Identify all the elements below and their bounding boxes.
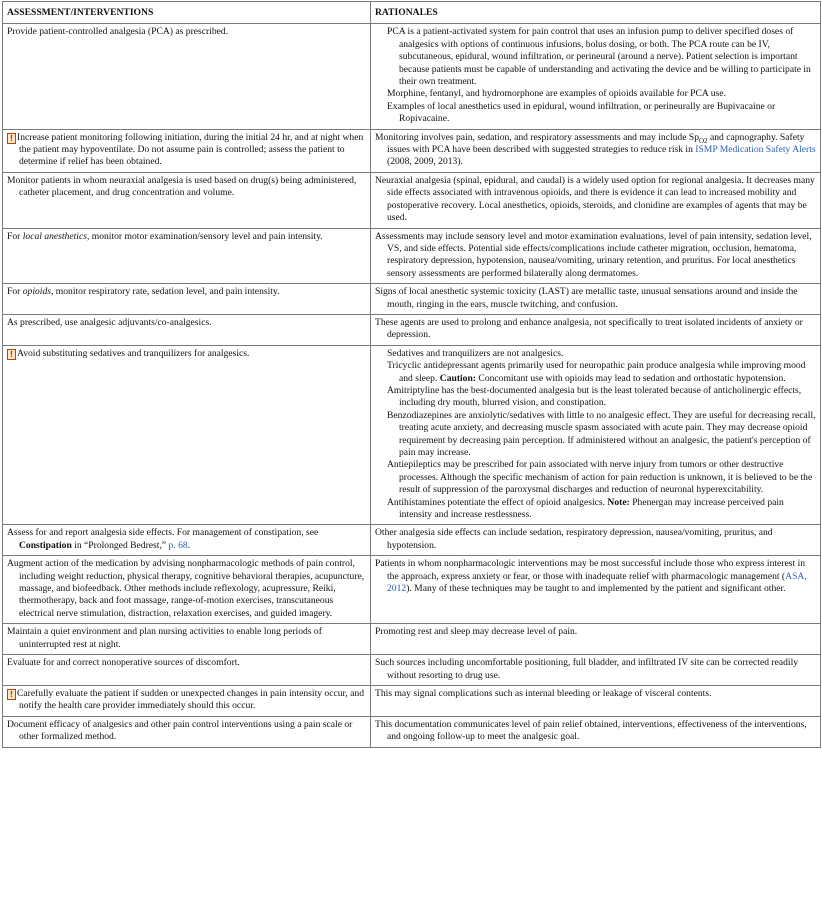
rationale-text: Tricyclic antidepressant agents primarily used for neuropathic pain produce analgesia while improving mood and sleep. — [387, 360, 806, 384]
table-row — [3, 24, 821, 129]
table-row — [3, 624, 821, 655]
alert-icon: ! — [7, 689, 16, 700]
intervention-cell — [3, 345, 371, 525]
intervention-cell — [3, 556, 371, 624]
intervention-text: Provide patient-controlled analgesia (PCA) as prescribed. — [7, 26, 229, 38]
table-row — [3, 314, 821, 345]
intervention-text: . — [187, 539, 191, 551]
intervention-text: Carefully evaluate the patient if sudden or unexpected changes in pain intensity occur, and notify the health care provider immediately should this occur. — [17, 687, 365, 712]
rationale-cell — [371, 129, 821, 172]
table-row — [3, 716, 821, 747]
intervention-text: Augment action of the medication by advising nonpharmacologic methods of pain control, including weight reduction, physical therapy, cognitive behavioral therapies, acupuncture, massage, and biofeedback. Other methods include reflexology, acupressure, Reiki, thermotherapy, back and foot massage, range-of-motion exercises, transcutaneous electrical nerve stimulation, distraction, relaxation exercises, and guided imagery. — [7, 558, 365, 619]
intervention-cell — [3, 685, 371, 716]
rationale-cell — [371, 172, 821, 228]
note-label: Note: — [607, 496, 630, 508]
rationale-text: Phenergan may increase perceived pain intensity and increase restlessness. — [399, 496, 784, 521]
constipation-reference: Constipation — [19, 539, 72, 551]
rationale-cell — [371, 314, 821, 345]
rationale-text: Promoting rest and sleep may decrease level of pain. — [375, 626, 578, 638]
rationale-text: ). Many of these techniques may be taught to and implemented by the patient and significant other. — [406, 583, 786, 595]
rationale-text: Morphine, fentanyl, and hydromorphone are examples of opioids available for PCA use. — [387, 88, 726, 100]
intervention-text: For — [7, 286, 23, 298]
rationale-text: PCA is a patient-activated system for pain control that uses an infusion pump to deliver specified doses of analgesics with options of continuous infusions, bolus dosing, or both. The PCA route can be IV, subcutaneous, epidural, wound infiltration, or perineural (around a nerve). Patient selection is important because patients must be capable of understanding and activating the device and be willing to participate in their own treatment. — [387, 26, 811, 88]
page-68-link[interactable]: p. 68 — [168, 539, 188, 551]
rationale-cell — [371, 24, 821, 129]
rationale-text: Signs of local anesthetic systemic toxicity (LAST) are metallic taste, unusual sensations around and inside the mouth, ringing in the ears, muscle twitching, and confusion. — [375, 286, 798, 310]
intervention-text: For — [7, 230, 23, 242]
rationale-text: Benzodiazepines are anxiolytic/sedatives with little to no analgesic effect. They are useful for decreasing recall, treating acute anxiety, and decreasing muscle spasm associated with acute pain. They may decrease opioid requirement by decreasing pain perception. If administered without an analgesic, the patient's perception of pain may increase. — [387, 409, 816, 458]
intervention-cell — [3, 525, 371, 556]
intervention-emphasis: local anesthetics — [22, 230, 87, 242]
care-plan-table — [2, 1, 821, 748]
ismp-citation-link[interactable]: ISMP Medication Safety Alerts — [695, 144, 816, 156]
table-header-row — [3, 2, 821, 24]
table-row — [3, 525, 821, 556]
intervention-cell — [3, 314, 371, 345]
intervention-text: Document efficacy of analgesics and other pain control interventions using a pain scale or other formalized method. — [7, 718, 353, 743]
rationale-cell — [371, 624, 821, 655]
intervention-cell — [3, 24, 371, 129]
rationale-cell — [371, 716, 821, 747]
rationale-text: Such sources including uncomfortable positioning, full bladder, and infiltrated IV site can be corrected readily without resorting to drug use. — [375, 657, 799, 681]
intervention-text: Increase patient monitoring following initiation, during the initial 24 hr, and at night when the patient may hypoventilate. Do not assume pain is controlled; assess the patient to determine if relief has been obtained. — [17, 131, 364, 168]
intervention-text: As prescribed, use analgesic adjuvants/co-analgesics. — [7, 316, 212, 328]
intervention-text: Maintain a quiet environment and plan nursing activities to enable long periods of uninterrupted rest at night. — [7, 626, 322, 650]
intervention-text: Assess for and report analgesia side effects. For management of constipation, see — [7, 527, 319, 539]
rationale-cell — [371, 228, 821, 284]
intervention-cell — [3, 284, 371, 315]
intervention-text: Evaluate for and correct nonoperative sources of discomfort. — [7, 657, 240, 669]
rationale-text: This documentation communicates level of pain relief obtained, interventions, effectiveness of the interventions, and ongoing follow-up to meet the analgesic goal. — [375, 718, 807, 743]
rationale-cell — [371, 525, 821, 556]
header-assessment-interventions: ASSESSMENT/INTERVENTIONS — [3, 2, 371, 24]
table-row — [3, 655, 821, 686]
header-rationales: RATIONALES — [371, 2, 821, 24]
table-row — [3, 685, 821, 716]
caution-label: Caution: — [439, 372, 477, 384]
intervention-text: Avoid substituting sedatives and tranquilizers for analgesics. — [17, 347, 250, 359]
rationale-text: Monitoring involves pain, sedation, and respiratory assessments and may include Sp — [375, 131, 699, 143]
rationale-text: Other analgesia side effects can include sedation, respiratory depression, nausea/vomiting, pruritus, and hypotension. — [375, 527, 773, 551]
rationale-text: Sedatives and tranquilizers are not analgesics. — [387, 347, 564, 359]
rationale-cell — [371, 556, 821, 624]
intervention-emphasis: opioids — [22, 286, 51, 298]
rationale-text: Patients in whom nonpharmacologic interventions may be most successful include those who express interest in the approach, express anxiety or fear, or those with inadequate relief with pharmacologic management ( — [375, 558, 806, 582]
intervention-text: , monitor motor examination/sensory level and pain intensity. — [86, 230, 323, 242]
intervention-cell — [3, 129, 371, 172]
intervention-cell — [3, 228, 371, 284]
rationale-text: Examples of local anesthetics used in epidural, wound infiltration, or perineurally are Bupivacaine or Ropivacaine. — [387, 100, 776, 125]
rationale-text: Assessments may include sensory level and motor examination evaluations, level of pain intensity, sedation level, VS, and side effects. Potential side effects/complications include catheter migration, occlusion, hematoma, respiratory depression, hypotension, nausea/vomiting, urinary retention, and pruritus. For local anesthetics sensory assessments are performed bilaterally along dermatomes. — [375, 230, 812, 279]
rationale-cell — [371, 655, 821, 686]
intervention-cell — [3, 716, 371, 747]
table-row — [3, 129, 821, 172]
rationale-cell — [371, 284, 821, 315]
rationale-text: Antiepileptics may be prescribed for pain associated with nerve injury from tumors or other destructive processes. Although the specific mechanism of action for pain reduction is unknown, it is believed to be the result of suppression of the paroxysmal discharges and reduction of neuronal hyperexcitability. — [387, 459, 813, 496]
table-row — [3, 556, 821, 624]
table-row — [3, 172, 821, 228]
rationale-text: These agents are used to prolong and enhance analgesia, not specifically to treat isolated incidents of anxiety or depression. — [375, 316, 803, 341]
spo2-subscript: O2 — [699, 136, 708, 145]
rationale-text: This may signal complications such as internal bleeding or leakage of visceral contents. — [375, 687, 712, 699]
table-row — [3, 284, 821, 315]
intervention-cell — [3, 655, 371, 686]
rationale-text: (2008, 2009, 2013). — [387, 156, 463, 168]
intervention-text: in “Prolonged Bedrest,” — [71, 539, 169, 551]
table-row — [3, 228, 821, 284]
rationale-text: Amitriptyline has the best-documented analgesia but is the least tolerated because of anticholinergic effects, including dry mouth, blurred vision, and constipation. — [387, 384, 802, 409]
alert-icon: ! — [7, 133, 16, 144]
rationale-text: Concomitant use with opioids may lead to sedation and orthostatic hypotension. — [476, 372, 786, 384]
rationale-text: Antihistamines potentiate the effect of opioid analgesics. — [387, 496, 608, 508]
intervention-text: , monitor respiratory rate, sedation level, and pain intensity. — [51, 286, 280, 298]
rationale-cell — [371, 345, 821, 525]
asa-citation-link[interactable]: ASA, 2012 — [387, 570, 807, 595]
rationale-text: and capnography. Safety issues with PCA have been described with suggested strategies to reduce risk in — [387, 131, 805, 156]
intervention-cell — [3, 624, 371, 655]
rationale-text: Neuraxial analgesia (spinal, epidural, and caudal) is a widely used option for regional analgesia. It decreases many side effects associated with intravenous opioids, and there is evidence it can lead to increased mobility and postoperative recovery. Local anesthetics, opioids, steroids, and clonidine are examples of agents that may be used. — [375, 174, 815, 224]
table-row — [3, 345, 821, 525]
rationale-cell — [371, 685, 821, 716]
intervention-cell — [3, 172, 371, 228]
alert-icon: ! — [7, 349, 16, 360]
intervention-text: Monitor patients in whom neuraxial analgesia is used based on drug(s) being administered, catheter placement, and drug concentration and volume. — [7, 174, 357, 199]
